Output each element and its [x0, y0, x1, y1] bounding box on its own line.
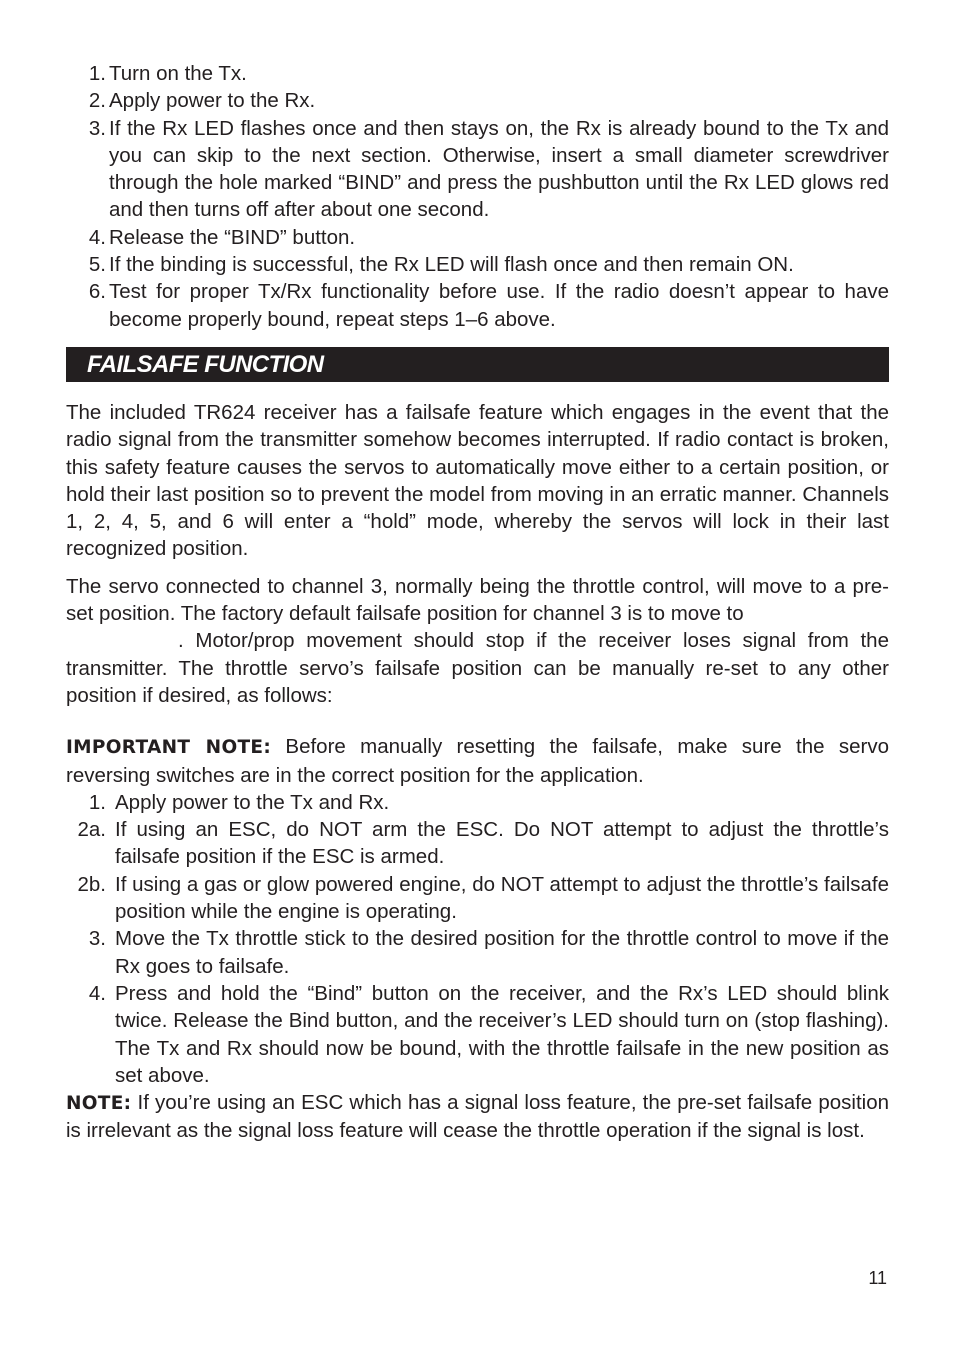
step-text: If the Rx LED flashes once and then stays on, the Rx is already bound to the Tx and you can skip to the next section. Otherwise, insert a small diameter screwdriver through the hole marked “BIND” and press the pushbutton until the Rx LED glows red and then turns off after about one second. [109, 116, 889, 222]
step-text: Release the “BIND” button. [109, 225, 356, 249]
step-number: 1. [88, 62, 106, 85]
paragraph-2-start: The servo connected to channel 3, normally being the throttle control, will move to a pre-set position. The factory default failsafe position for channel 3 is to move to [66, 574, 889, 626]
bind-steps-list [66, 60, 889, 333]
step-number: 5. [88, 253, 106, 277]
step-text: Press and hold the “Bind” button on the receiver, and the Rx’s LED should blink twice. Release the Bind button, and the receiver’s LED should turn on (stop flashing). The Tx and Rx should now be bound, with the throttle failsafe in the new position as set above. [115, 981, 889, 1087]
step-text: If using an ESC, do NOT arm the ESC. Do NOT attempt to adjust the throttle’s failsafe position if the ESC is armed. [115, 818, 889, 869]
important-note-text: Before manually resetting the failsafe, make sure the servo reversing switches are in the correct position for the application. [66, 735, 890, 787]
step-text: Move the Tx throttle stick to the desired position for the throttle control to move if the Rx goes to failsafe. [115, 927, 889, 978]
step-number: 2a. [77, 818, 106, 842]
step-number: 2. [88, 89, 106, 113]
note-text: If you’re using an ESC which has a signal loss feature, the pre-set failsafe position is irrelevant as the signal loss feature will cease the throttle operation if the signal is lost. [66, 1091, 889, 1143]
list-item [66, 789, 889, 816]
step-number: 3. [88, 927, 106, 951]
step-text: Apply power to the Tx and Rx. [115, 790, 390, 814]
note-label: NOTE: [66, 1093, 132, 1115]
step-number: 4. [88, 225, 106, 249]
step-number: 6. [88, 280, 106, 304]
list-item [66, 60, 889, 87]
step-text: Test for proper Tx/Rx functionality before use. If the radio doesn’t appear to have become properly bound, repeat steps 1–6 above. [109, 280, 889, 331]
manual-page [66, 60, 889, 1145]
important-note [66, 733, 889, 789]
list-item [66, 816, 889, 871]
list-item [66, 224, 889, 251]
step-number: 2b. [77, 872, 106, 896]
paragraph-2-end: . Motor/prop movement should stop if the receiver loses signal from the transmitter. The throttle servo’s failsafe position can be manually re-set to any other position if desired, as follows: [66, 629, 889, 707]
list-item [66, 925, 889, 980]
step-text: If the binding is successful, the Rx LED will flash once and then remain ON. [109, 253, 794, 277]
step-number: 1. [88, 790, 106, 814]
list-item [66, 278, 889, 333]
failsafe-steps-list [66, 789, 889, 1089]
list-item [66, 871, 889, 926]
step-text: Apply power to the Rx. [109, 89, 316, 113]
list-item [66, 115, 889, 224]
important-note-label: IMPORTANT NOTE: [66, 737, 272, 759]
failsafe-paragraph-2 [66, 573, 889, 709]
step-text: If using a gas or glow powered engine, do NOT attempt to adjust the throttle’s failsafe position while the engine is operating. [115, 872, 889, 924]
list-item [66, 87, 889, 114]
step-number: 3. [88, 116, 106, 140]
failsafe-paragraph-1: The included TR624 receiver has a failsafe feature which engages in the event that the radio signal from the transmitter somehow becomes interrupted. If radio contact is broken, this safety feature causes the servos to automatically move either to a certain position, or hold their last position so to prevent the model from moving in an erratic manner. Channels 1, 2, 4, 5, and 6 will enter a “hold” mode, whereby the servos will lock in their last recognized position. [66, 400, 889, 561]
step-number: 4. [88, 981, 106, 1005]
list-item [66, 980, 889, 1089]
page-number: 11 [868, 1268, 887, 1288]
esc-note [66, 1089, 889, 1145]
section-title: FAILSAFE FUNCTION [87, 350, 324, 378]
section-heading-bar [66, 347, 889, 382]
step-text: Turn on the Tx. [109, 62, 247, 85]
list-item [66, 251, 889, 278]
